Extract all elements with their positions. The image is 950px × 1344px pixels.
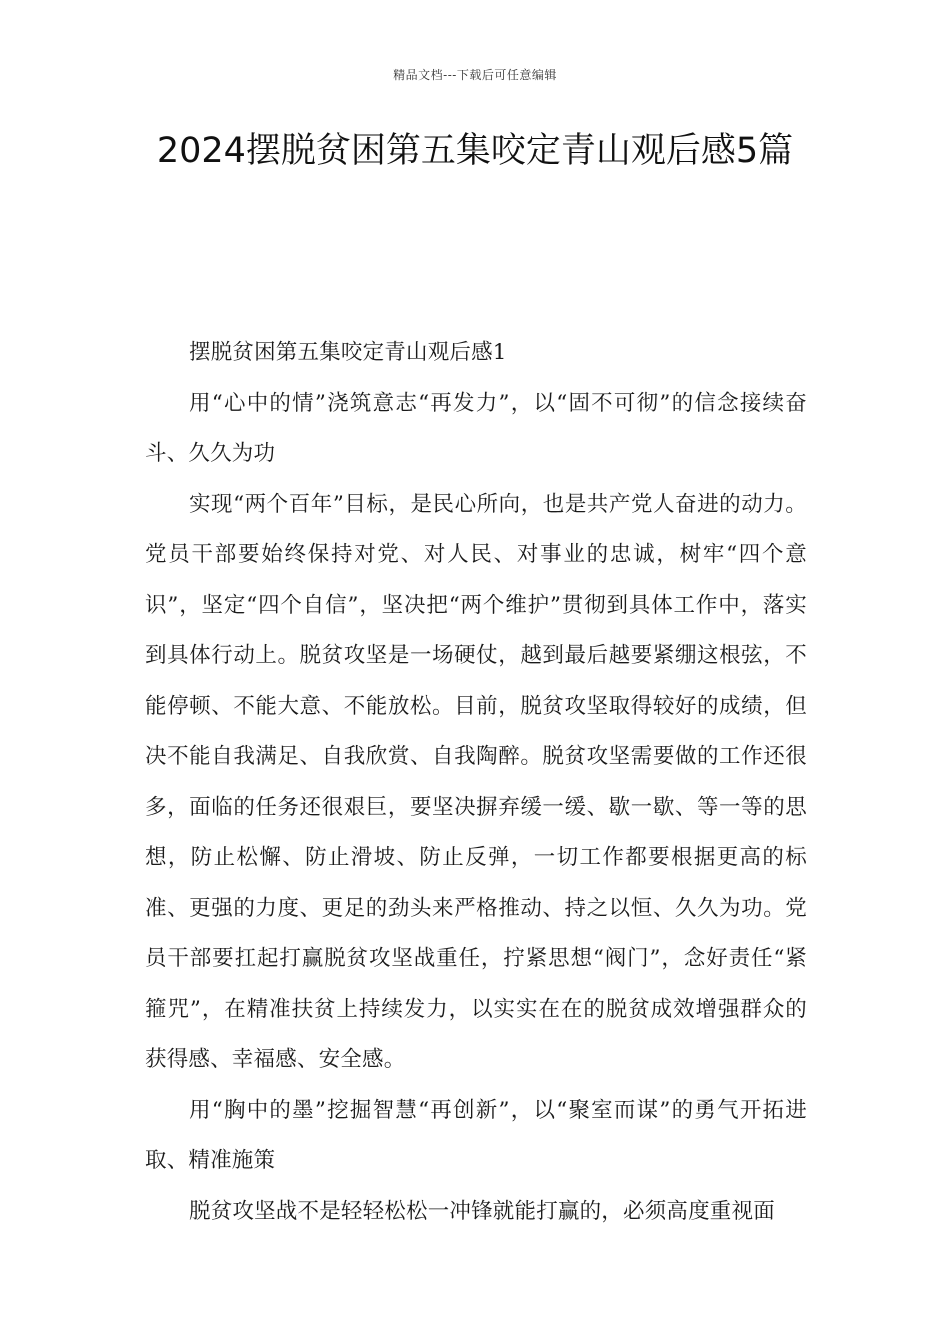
paragraph: 脱贫攻坚战不是轻轻松松一冲锋就能打赢的，必须高度重视面 bbox=[189, 1198, 775, 1224]
document-title: 2024摆脱贫困第五集咬定青山观后感5篇 bbox=[156, 131, 794, 171]
section-heading: 摆脱贫困第五集咬定青山观后感1 bbox=[189, 340, 507, 365]
paragraph: 用“胸中的墨”挖掘智慧“再创新”，以“聚室而谋”的勇气开拓进取、精准施策 bbox=[145, 1097, 807, 1173]
paragraph: 实现“两个百年”目标，是民心所向，也是共产党人奋进的动力。党员干部要始终保持对党、对人民、对事业的忠诚，树牢“四个意识”，坚定“四个自信”，坚决把“两个维护”贯彻到具体工作中，落实到具体行动上。脱贫攻坚是一场硬仗，越到最后越要紧绷这根弦，不能停顿、不能大意、不能放松。目前，脱贫攻坚取得较好的成绩，但决不能自我满足、自我欣赏、自我陶醉。脱贫攻坚需要做的工作还很多，面临的任务还很艰巨，要坚决摒弃缓一缓、歇一歇、等一等的思想，防止松懈、防止滑坡、防止反弹，一切工作都要根据更高的标准、更强的力度、更足的劲头来严格推动、持之以恒、久久为功。党员干部要扛起打赢脱贫攻坚战重任，拧紧思想“阀门”，念好责任“紧箍咒”，在精准扶贫上持续发力，以实实在在的脱贫成效增强群众的获得感、幸福感、安全感。 bbox=[145, 491, 807, 1072]
header-note: 精品文档---下载后可任意编辑 bbox=[393, 68, 557, 82]
document-body bbox=[145, 328, 807, 1237]
paragraph: 用“心中的情”浇筑意志“再发力”，以“固不可彻”的信念接续奋斗、久久为功 bbox=[145, 390, 807, 466]
